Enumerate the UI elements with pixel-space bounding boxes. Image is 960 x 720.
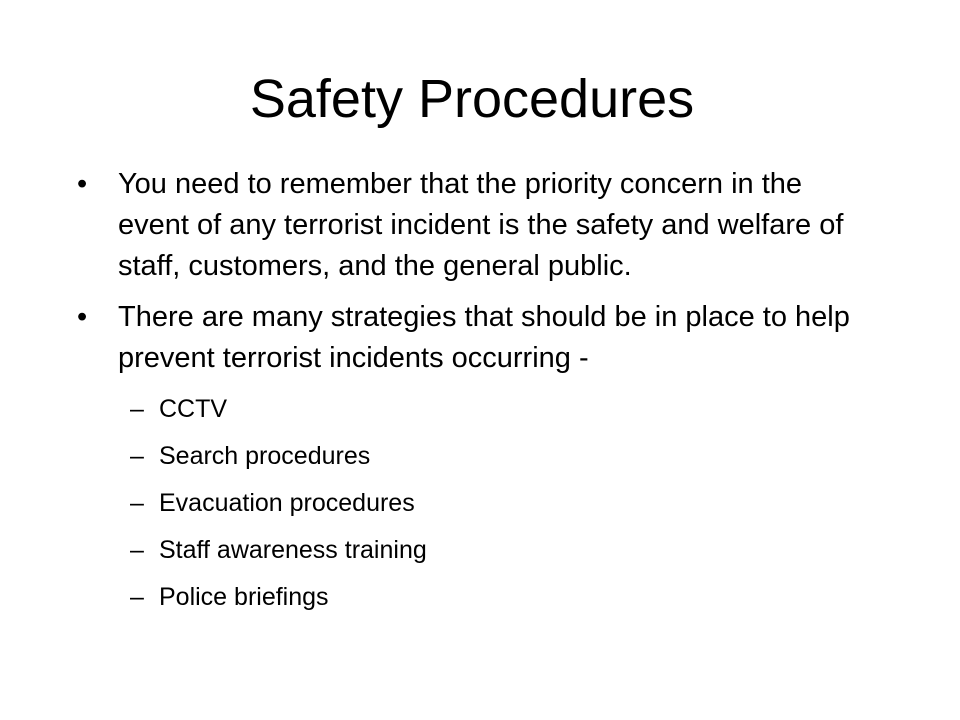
dash-marker: – <box>130 489 144 517</box>
sub-bullet-item <box>118 583 872 612</box>
dash-marker: – <box>130 583 144 611</box>
dash-marker: – <box>130 442 144 470</box>
bullet-marker: • <box>77 301 88 333</box>
sub-bullet-item <box>118 536 872 565</box>
bullet-item <box>72 297 872 612</box>
sub-bullet-item <box>118 442 872 471</box>
bullet-text: There are many strategies that should be in place to help prevent terrorist incidents occurring - <box>118 301 850 374</box>
sub-bullet-item <box>118 395 872 424</box>
sub-bullet-list <box>118 395 872 612</box>
sub-bullet-text: CCTV <box>159 395 228 423</box>
bullet-text: You need to remember that the priority concern in the event of any terrorist incident is the safety and welfare of staff, customers, and the general public. <box>118 168 844 282</box>
sub-bullet-text: Police briefings <box>159 583 329 611</box>
bullet-item <box>72 164 872 287</box>
bullet-marker: • <box>77 168 88 200</box>
sub-bullet-text: Evacuation procedures <box>159 489 415 517</box>
dash-marker: – <box>130 536 144 564</box>
sub-bullet-text: Staff awareness training <box>159 536 427 564</box>
sub-bullet-item <box>118 489 872 518</box>
slide-title: Safety Procedures <box>249 69 695 129</box>
dash-marker: – <box>130 395 144 423</box>
sub-bullet-text: Search procedures <box>159 442 371 470</box>
bullet-list <box>72 164 872 630</box>
